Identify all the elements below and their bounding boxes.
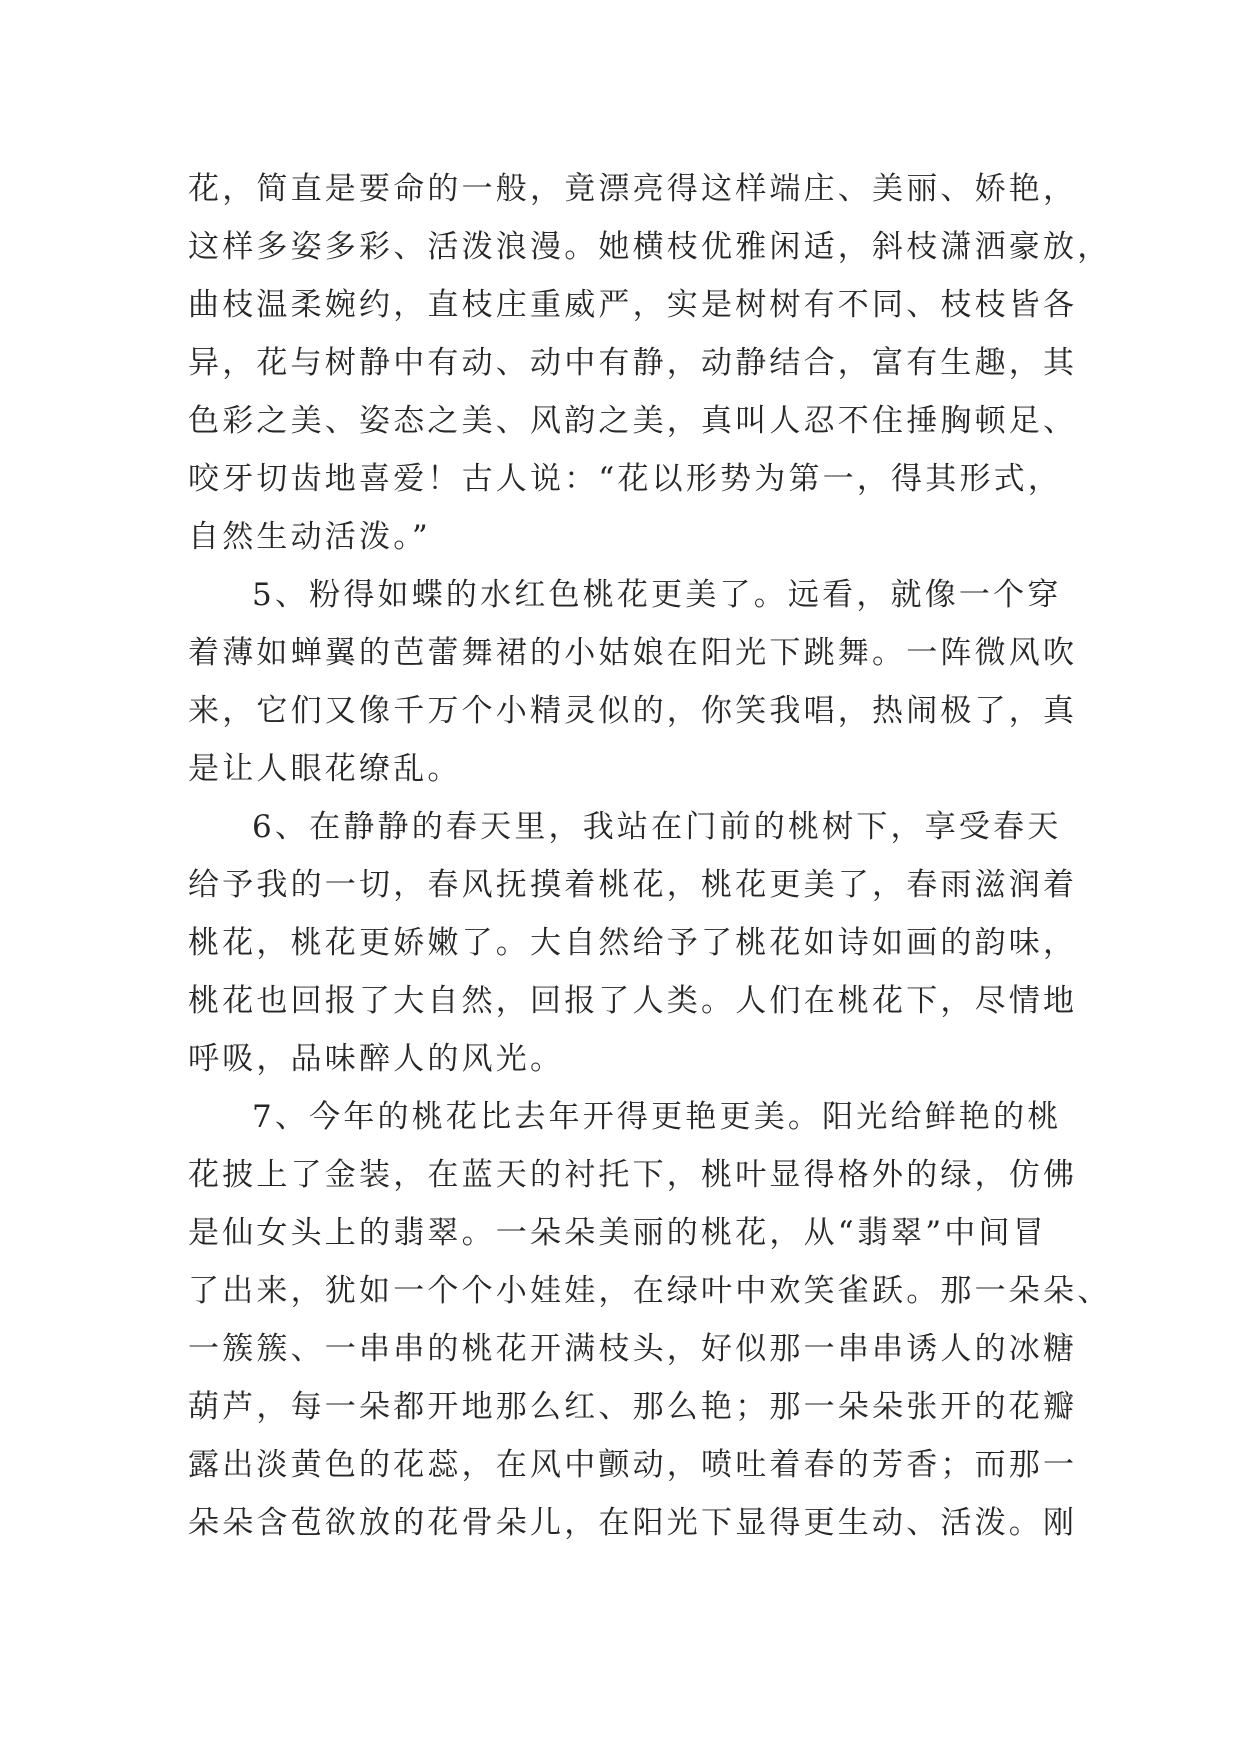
text-line: 呼吸，品味醉人的风光。 [188,1041,565,1077]
text-line: 色彩之美、姿态之美、风韵之美，真叫人忍不住捶胸顿足、 [188,403,1078,439]
text-line: 咬牙切齿地喜爱！古人说：“花以形势为第一，得其形式， [188,461,1063,497]
text-line: 了出来，犹如一个个小娃娃，在绿叶中欢笑雀跃。那一朵朵、 [188,1273,1112,1309]
paragraph-5-first-line: 5、粉得如蝶的水红色桃花更美了。远看，就像一个穿 [252,577,1062,613]
text-line: 花披上了金装，在蓝天的衬托下，桃叶显得格外的绿，仿佛 [188,1157,1078,1193]
text-line: 自然生动活泼。” [188,519,431,555]
paragraph-6-first-line: 6、在静静的春天里，我站在门前的桃树下，享受春天 [252,809,1062,845]
text-line: 给予我的一切，春风抚摸着桃花，桃花更美了，春雨滋润着 [188,867,1078,903]
text-line: 异，花与树静中有动、动中有静，动静结合，富有生趣，其 [188,345,1078,381]
body-text [188,160,1112,1552]
text-line: 露出淡黄色的花蕊，在风中颤动，喷吐着春的芳香；而那一 [188,1447,1078,1483]
text-line: 花，简直是要命的一般，竟漂亮得这样端庄、美丽、娇艳， [188,171,1078,207]
text-line: 桃花也回报了大自然，回报了人类。人们在桃花下，尽情地 [188,983,1078,1019]
text-line: 一簇簇、一串串的桃花开满枝头，好似那一串串诱人的冰糖 [188,1331,1078,1367]
paragraph-7-first-line: 7、今年的桃花比去年开得更艳更美。阳光给鲜艳的桃 [252,1099,1062,1135]
text-line: 朵朵含苞欲放的花骨朵儿，在阳光下显得更生动、活泼。刚 [188,1505,1078,1541]
text-line: 曲枝温柔婉约，直枝庄重威严，实是树树有不同、枝枝皆各 [188,287,1078,323]
text-line: 来，它们又像千万个小精灵似的，你笑我唱，热闹极了，真 [188,693,1078,729]
text-line: 是仙女头上的翡翠。一朵朵美丽的桃花，从“翡翠”中间冒 [188,1215,1047,1251]
text-line: 葫芦，每一朵都开地那么红、那么艳；那一朵朵张开的花瓣 [188,1389,1078,1425]
text-line: 着薄如蝉翼的芭蕾舞裙的小姑娘在阳光下跳舞。一阵微风吹 [188,635,1078,671]
text-line: 这样多姿多彩、活泼浪漫。她横枝优雅闲适，斜枝潇洒豪放， [188,229,1112,265]
text-line: 桃花，桃花更娇嫩了。大自然给予了桃花如诗如画的韵味， [188,925,1078,961]
text-line: 是让人眼花缭乱。 [188,751,462,787]
